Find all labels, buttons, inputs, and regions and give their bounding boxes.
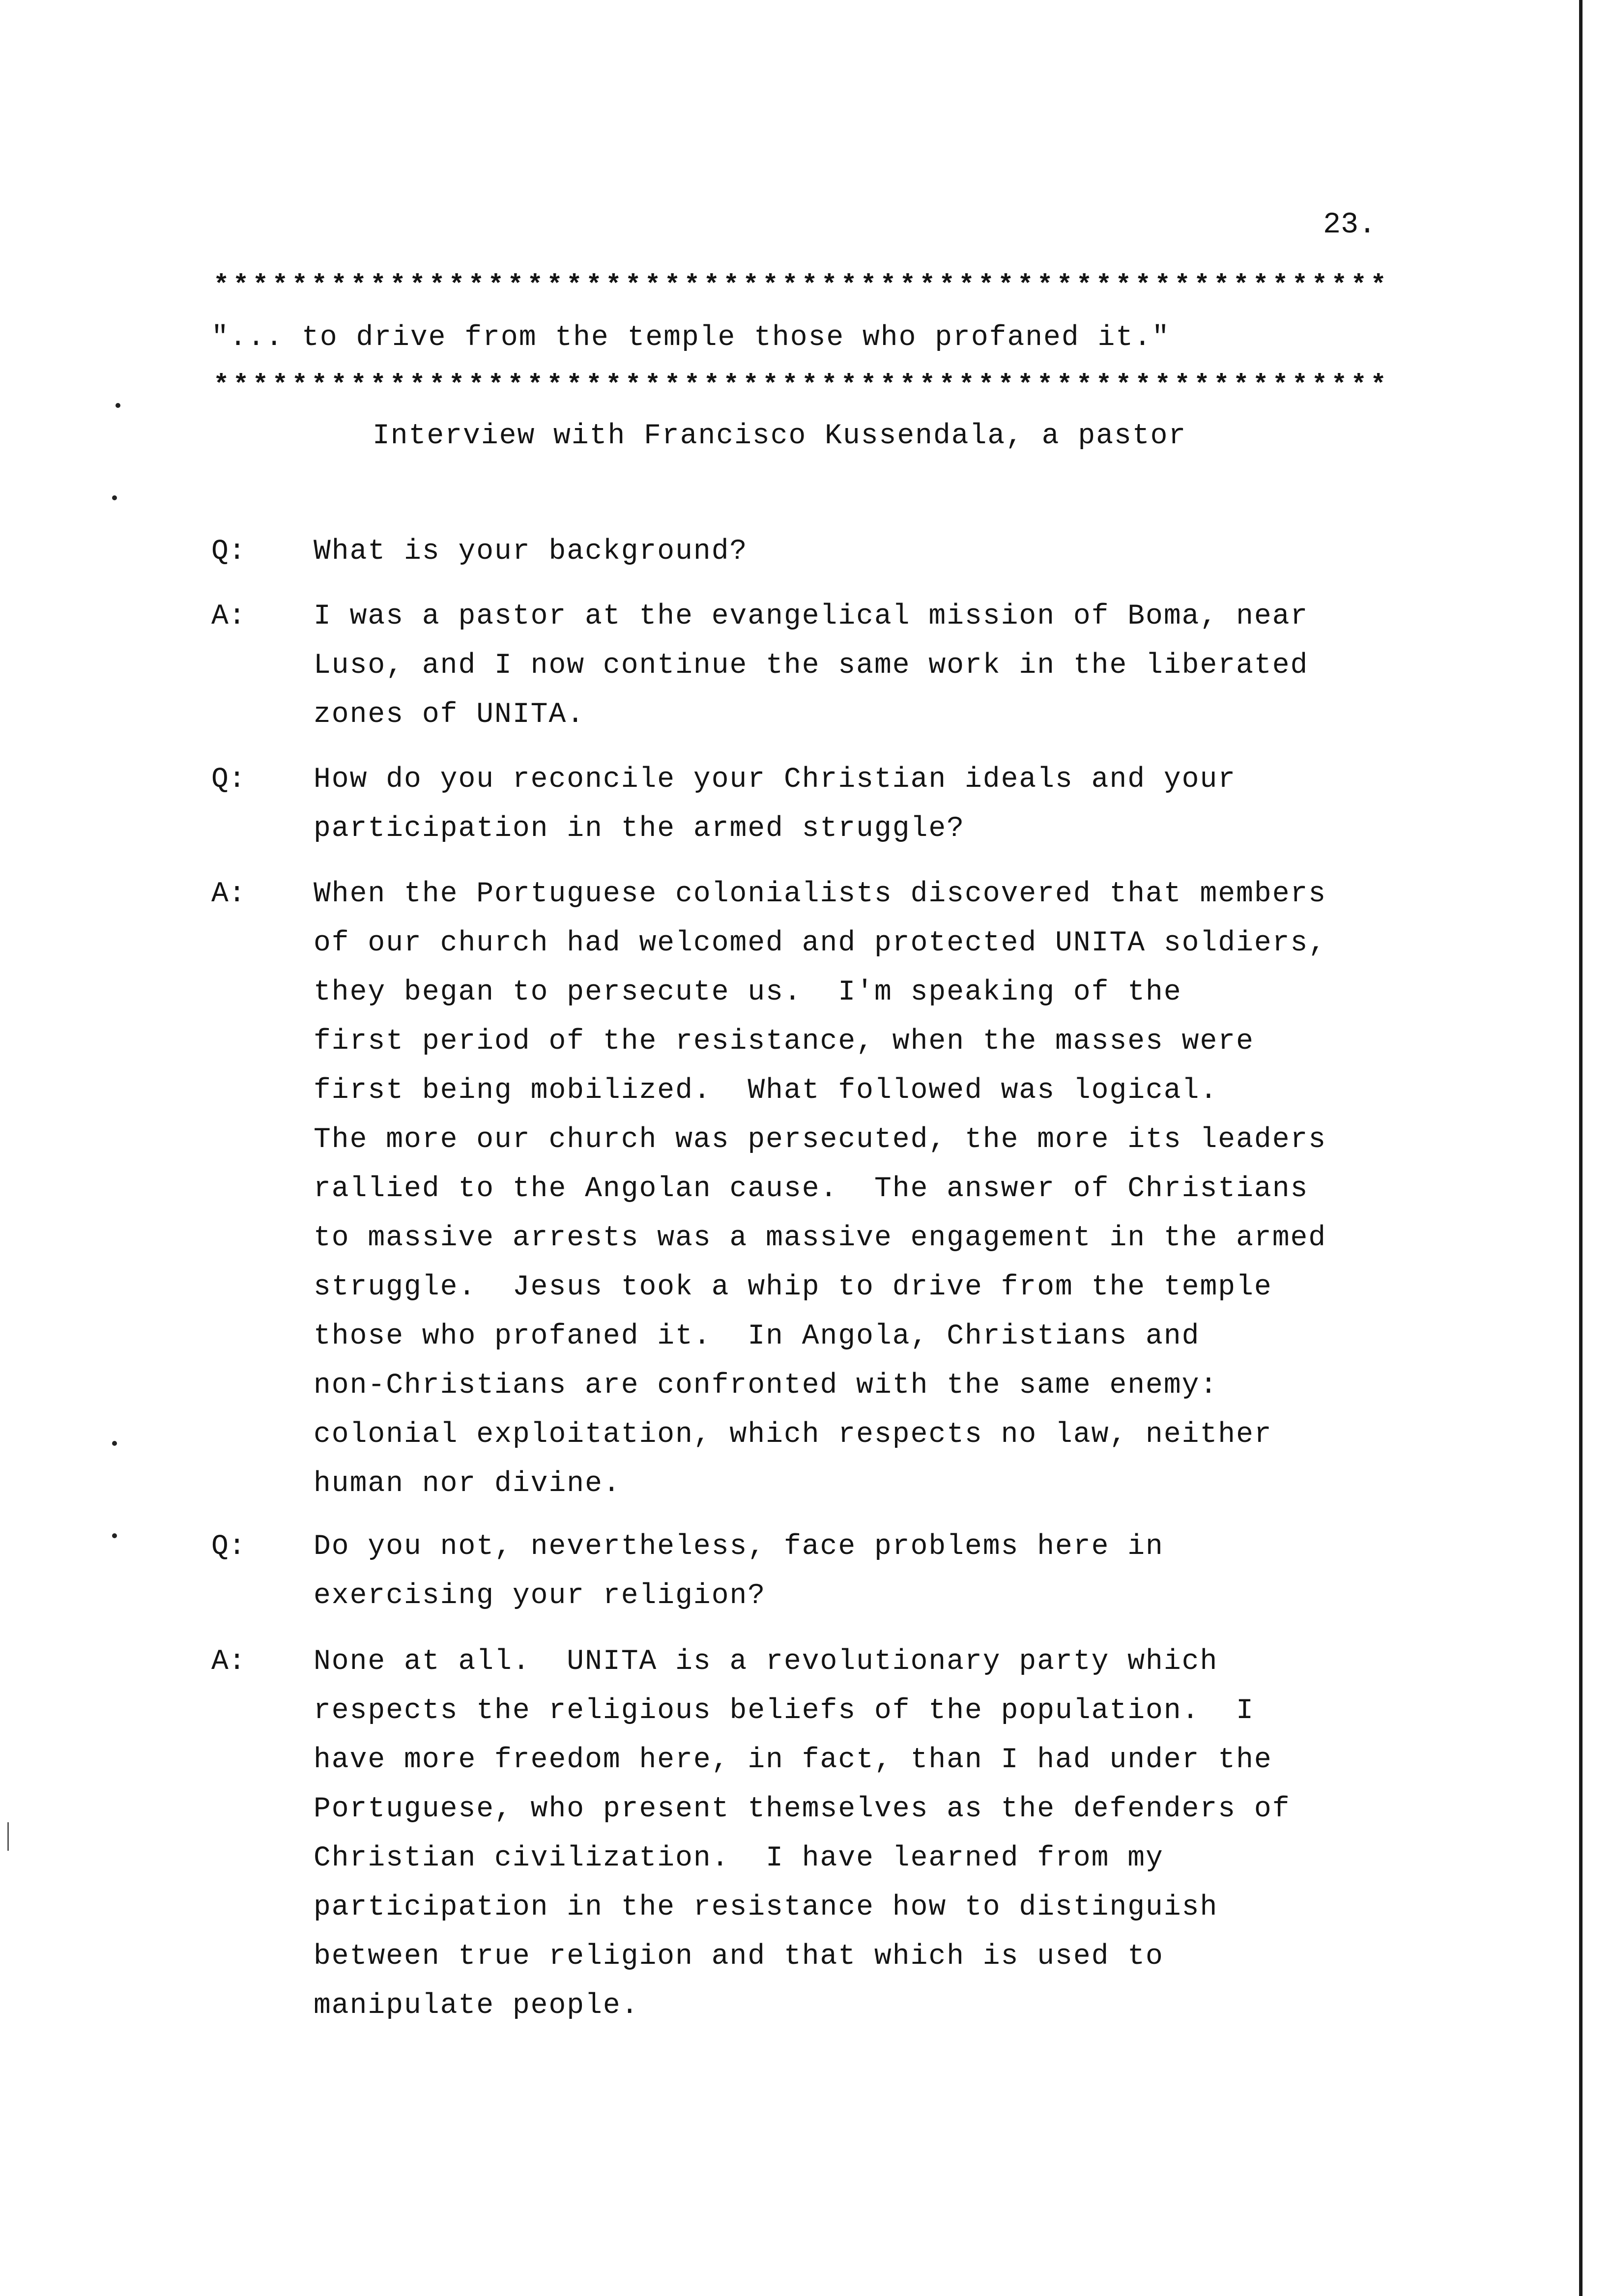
page-edge-border (1579, 0, 1583, 2296)
text-line: rallied to the Angolan cause. The answer of Christians (314, 1173, 1309, 1205)
scan-speck (112, 495, 117, 500)
text-line: to massive arrests was a massive engagement in the armed (314, 1222, 1327, 1254)
interview-subtitle: Interview with Francisco Kussendala, a pastor (373, 420, 1187, 452)
asterisk-rule-top: ************************************************************ (213, 271, 1390, 301)
text-line: participation in the armed struggle? (314, 813, 965, 845)
text-line: Luso, and I now continue the same work in the liberated (314, 650, 1309, 682)
text-line: those who profaned it. In Angola, Christians and (314, 1320, 1200, 1352)
question-text (314, 1522, 1164, 1621)
question-text (314, 527, 748, 576)
scan-speck (115, 403, 120, 408)
text-line: Christian civilization. I have learned from my (314, 1842, 1164, 1874)
text-line: participation in the resistance how to distinguish (314, 1892, 1218, 1923)
answer-label: A: (211, 1646, 246, 1678)
text-line: they began to persecute us. I'm speaking of the (314, 976, 1182, 1008)
page-number: 23. (1323, 208, 1377, 242)
text-line: None at all. UNITA is a revolutionary party which (314, 1646, 1218, 1678)
answer-text (314, 592, 1308, 740)
question-label: Q: (211, 536, 246, 568)
text-line: respects the religious beliefs of the population. I (314, 1695, 1254, 1727)
text-line: between true religion and that which is used to (314, 1941, 1164, 1973)
text-line: have more freedom here, in fact, than I had under the (314, 1744, 1272, 1776)
text-line: What is your background? (314, 536, 748, 568)
text-line: first being mobilized. What followed was logical. (314, 1075, 1218, 1107)
text-line: zones of UNITA. (314, 699, 585, 731)
answer-text (314, 870, 1326, 1509)
answer-label: A: (211, 878, 246, 910)
text-line: How do you reconcile your Christian ideals and your (314, 764, 1237, 796)
asterisk-rule-bottom: ************************************************************ (213, 371, 1390, 401)
text-line: The more our church was persecuted, the more its leaders (314, 1124, 1327, 1156)
scan-speck (112, 1533, 117, 1538)
text-line: Portuguese, who present themselves as the defenders of (314, 1793, 1291, 1825)
text-line: of our church had welcomed and protected UNITA soldiers, (314, 927, 1327, 959)
text-line: Do you not, nevertheless, face problems here in (314, 1531, 1164, 1563)
question-label: Q: (211, 1531, 246, 1563)
scan-mark (7, 1822, 9, 1851)
text-line: I was a pastor at the evangelical mission of Boma, near (314, 601, 1309, 632)
text-line: non-Christians are confronted with the same enemy: (314, 1370, 1218, 1402)
epigraph-quote: "... to drive from the temple those who profaned it." (211, 322, 1170, 354)
text-line: When the Portuguese colonialists discovered that members (314, 878, 1327, 910)
text-line: manipulate people. (314, 1990, 639, 2022)
text-line: exercising your religion? (314, 1580, 766, 1612)
text-line: colonial exploitation, which respects no law, neither (314, 1419, 1272, 1451)
answer-text (314, 1637, 1291, 2031)
question-text (314, 755, 1236, 854)
answer-label: A: (211, 601, 246, 632)
text-line: struggle. Jesus took a whip to drive from the temple (314, 1271, 1272, 1303)
text-line: human nor divine. (314, 1468, 621, 1500)
text-line: first period of the resistance, when the masses were (314, 1026, 1254, 1058)
scan-speck (112, 1441, 117, 1446)
question-label: Q: (211, 764, 246, 796)
